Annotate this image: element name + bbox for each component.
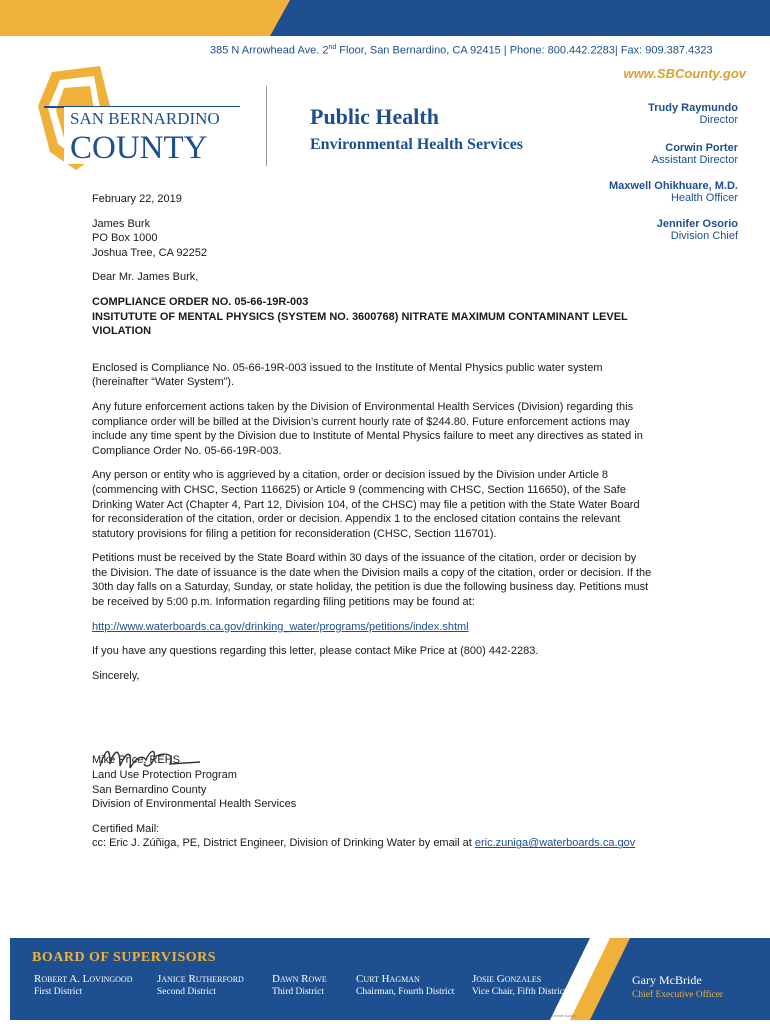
- logo-line1: SAN BERNARDINO: [70, 109, 220, 128]
- band-gold: [0, 0, 290, 36]
- board-member: Curt Hagman Chairman, Fourth District: [356, 973, 455, 997]
- staff-entry: Trudy Raymundo Director: [648, 102, 738, 126]
- salutation: Dear Mr. James Burk,: [92, 271, 199, 284]
- header-divider: [266, 86, 267, 166]
- department-title: Public Health: [310, 104, 439, 129]
- ceo-entry: Gary McBride Chief Executive Officer: [632, 973, 724, 1000]
- board-member: Robert A. Lovingood First District: [34, 973, 133, 997]
- paragraph: Any person or entity who is aggrieved by a citation, order or decision issued by the Division under Article 8 (commencing with CHSC, Section 116625) or Article 9 (commencing with CHSC, Section 116650), of the Safe Drinking Water Act (Chapter 4, Part 12, Division 104, of the CHSC) may file a petition with the State Water Board for reconsideration of the citation, order or decision. Appendix 1 to the enclosed citation contains the relevant statutory provisions for filing a petition for reconsideration (CHSC, Section 116701).: [92, 469, 640, 540]
- subject-heading: COMPLIANCE ORDER NO. 05-66-19R-003 INSITUTUTE OF MENTAL PHYSICS (SYSTEM NO. 3600768) NITRATE MAXIMUM CONTAMINANT LEVEL VIOLATION: [92, 295, 628, 338]
- staff-entry: Corwin Porter Assistant Director: [651, 142, 738, 166]
- footer-small-print: Lennie Austin: [552, 1013, 577, 1018]
- board-title: BOARD OF SUPERVISORS: [32, 950, 217, 965]
- cc-email-link[interactable]: eric.zuniga@waterboards.ca.gov: [474, 837, 636, 850]
- department-heading: [310, 104, 523, 154]
- recipient-address: James Burk PO Box 1000 Joshua Tree, CA 92252: [92, 217, 207, 259]
- letter-date: February 22, 2019: [92, 193, 182, 205]
- board-member: Janice Rutherford Second District: [157, 973, 244, 997]
- paragraph: Enclosed is Compliance No. 05-66-19R-003 issued to the Institute of Mental Physics public water system (hereinafter “Water System”).: [92, 361, 603, 389]
- paragraph: Petitions must be received by the State Board within 30 days of the issuance of the citation, order or decision by the Division. The date of issuance is the date when the Division mails a copy of the citation, order or decision. If the 30th day falls on a Saturday, Sunday, or state holiday, the petition is due the following business day. Petitions must be received by 5:00 p.m. Information regarding filing petitions may be found at:: [92, 552, 652, 609]
- questions-paragraph: If you have any questions regarding this letter, please contact Mike Price at (800) 442-2283.: [92, 645, 539, 658]
- board-member: Dawn Rowe Third District: [272, 973, 327, 997]
- paragraph: Any future enforcement actions taken by the Division of Environmental Health Services (Division) regarding this compliance order will be billed at the Division’s current hourly rate of $244.80. Future enforcement actions may include any time spent by the Division due to Institute of Mental Physics failure to meet any directives as stated in Compliance Order No. 05-66-19R-003.: [92, 400, 643, 457]
- top-color-band: [0, 0, 770, 36]
- signer-block: Mike Price, REHS Land Use Protection Program San Bernardino County Division of Environmental Health Services: [92, 754, 297, 811]
- cc-block: Certified Mail: cc: Eric J. Zúñiga, PE, District Engineer, Division of Drinking Water by email at eric.zuniga@waterboards.ca.gov: [92, 822, 636, 850]
- footer-board: [0, 938, 770, 1024]
- board-member: Josie Gonzales Vice Chair, Fifth District: [472, 973, 567, 997]
- petitions-link[interactable]: http://www.waterboards.ca.gov/drinking_water/programs/petitions/index.shtml: [92, 620, 469, 633]
- logo-line2: COUNTY: [70, 130, 208, 166]
- closing: Sincerely,: [92, 669, 140, 682]
- county-logo: [30, 66, 240, 176]
- department-subtitle: Environmental Health Services: [310, 136, 524, 153]
- staff-entry: Jennifer Osorio Division Chief: [656, 218, 738, 242]
- band-navy: [270, 0, 770, 36]
- website-link[interactable]: www.SBCounty.gov: [623, 66, 746, 81]
- staff-entry: Maxwell Ohikhuare, M.D. Health Officer: [609, 180, 738, 204]
- header-address: 385 N Arrowhead Ave. 2nd Floor, San Bernardino, CA 92415 | Phone: 800.442.2283| Fax: 909.387.4323: [210, 44, 713, 57]
- handwritten-signature: [96, 740, 216, 776]
